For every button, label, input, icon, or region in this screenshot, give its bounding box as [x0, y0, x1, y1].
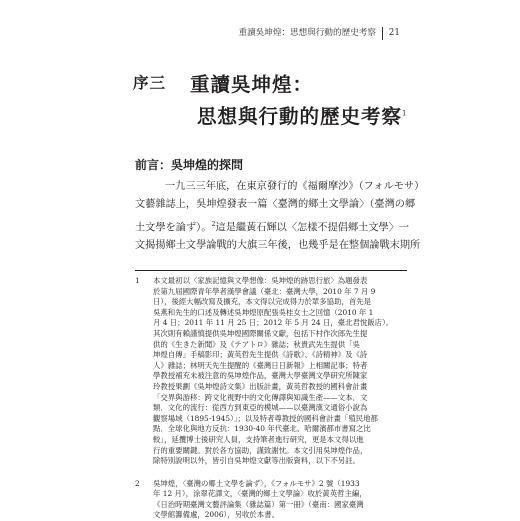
footnote-line: 坤煌自傳」手稿影印；黃英哲先生提供《詩歌》、《詩精神》及《詩	[153, 350, 368, 360]
footnote-line: 行的重要關鍵。對於各方協助，謹致謝忱。本文引用吳坤煌作品，	[153, 445, 368, 455]
body-line: 文揭揚鄉土文學論戰的大旗三年後，也幾乎是在整個論戰末期所	[135, 240, 421, 252]
footnote-line: 類．文化的流行：從西方到東亞的模城——以臺灣漢文通俗小說為	[153, 403, 368, 413]
footnote-line: 「交界與游移：跨文化視野中的文化傳譯與知識生產——文本．文	[153, 392, 368, 402]
body-line-text: 這是繼黃石輝以〈怎樣不提倡鄉土文學〉一	[215, 221, 410, 233]
footnote-line: 觀察場域（1895-1945）」；以及特者尊教授的國科會計畫「殖民地都	[153, 413, 378, 423]
footnote-ref-2: 2	[211, 219, 216, 228]
body-line: 文藝雜誌上，吳坤煌發表一篇〈臺灣的鄉土文學論〉（臺灣の郷	[135, 199, 416, 211]
footnote-number: 1	[135, 276, 140, 285]
page-number: 21	[388, 28, 400, 38]
running-title: 重讀吳坤煌：思想與行動的歷史考察	[238, 28, 376, 38]
footnote-rule	[135, 270, 407, 271]
chapter-title-line2-text: 思想與行動的歷史考察	[197, 105, 403, 128]
body-text	[135, 178, 425, 256]
footnote-1	[135, 276, 410, 467]
body-line: 一九三三年底，在東京發行的《福爾摩沙》（フォルモサ）	[165, 181, 425, 192]
footnote-line: 於第九屆國際青年學者漢學會議（臺北：臺灣大學，2010 年 7 月 9	[153, 286, 376, 296]
footnote-line: 日），後經大幅改寫及擴充，本文得以完成得力於眾多協助，首先是	[153, 297, 372, 307]
chapter-footnote-marker: 1	[402, 109, 408, 118]
footnote-line: 供的《生きた新聞》及《テアトロ》雜誌；秋貴武先生提供「吳	[153, 339, 360, 349]
footnote-line: 本文最初以〈家族記憶與文學想像：吳坤煌的跡思行旅〉為題發表	[153, 276, 368, 285]
body-line-text: 土文學を論ず）。	[135, 221, 212, 233]
chapter-title-line1: 重讀吳坤煌：	[190, 73, 314, 96]
footnote-line: 較」，延攬博士後研究人員，支持筆者進行研究，更是本文得以進	[153, 434, 364, 444]
footnote-line: 玲教授果劃《吳坤煌詩文集》出版計畫，黃英哲教授的國科會計畫	[153, 381, 368, 391]
footnote-line: 月 4 日；2011 年 11 月 25 日；2012 年 5 月 24 日，臺北君悅飯店）。	[153, 318, 394, 328]
body-line	[135, 215, 410, 238]
footnote-line: 人》雜誌；林明天先生提醒的《臺灣日日新報》上相關記事；特者	[153, 360, 368, 370]
footnote-line: 年 12 月），涂翠花譯文，〈臺灣的鄉土文學論〉收於黃英哲主編，	[153, 489, 367, 499]
footnote-line: 《日治時期臺灣文藝評論集（雜誌篇）第一冊》（臺南：國家臺灣	[153, 499, 364, 509]
footnote-line: 吳燕和先生的口述及轉述吳坤煌原配張吳桂女士之回憶（2010 年 1	[153, 307, 374, 317]
footnote-line: 文學館籌備處，2006），另收於本書。	[153, 510, 279, 520]
chapter-number: 序三	[133, 73, 167, 92]
footnote-line: 學教授補充未被注意的吳坤煌作品，臺灣大學臺灣文學研究所陳家	[153, 371, 368, 381]
running-header	[238, 27, 400, 41]
header-divider	[382, 27, 383, 40]
footnote-line: 除特別說明以外，皆引自吳坤煌文獻等出版資料，以下不另註。	[153, 456, 360, 466]
footnotes	[135, 276, 410, 521]
chapter-title-line2	[197, 101, 407, 129]
footnote-line: 吳坤煌，〈臺灣の郷土文學を論ず〉，《フォルモサ》2 號（1933	[153, 478, 360, 488]
footnote-line: 點．全球化與地方反抗：1930-40 年代臺北、哈爾濱都市書寫之比	[153, 424, 371, 434]
footnote-line: 其次則有賴謹慎提供吳坤煌國際關係文獻，包括下村作次郎先生提	[153, 328, 368, 338]
footnote-number: 2	[135, 478, 140, 488]
section-title: 前言：吳坤煌的探問	[135, 158, 244, 172]
